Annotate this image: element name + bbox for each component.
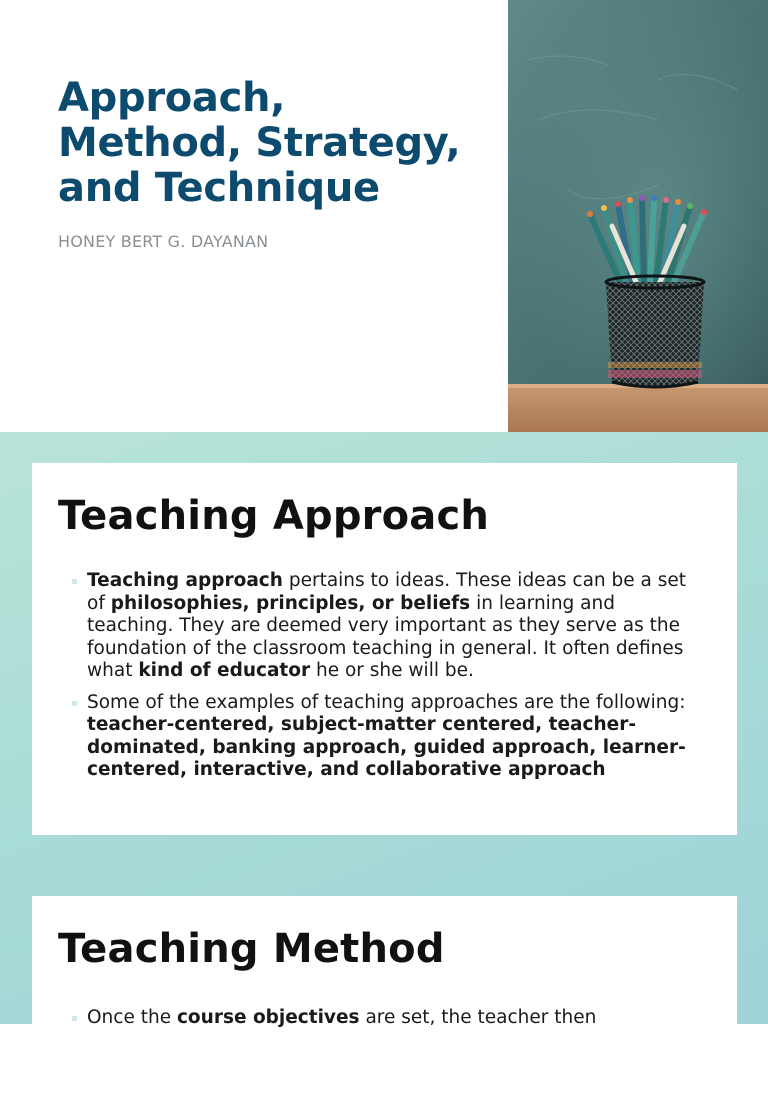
bullet-text: Some of the examples of teaching approaches are the following:: [87, 691, 686, 713]
presentation-title: [58, 76, 498, 211]
bold-term: course objectives: [176, 1007, 360, 1028]
title-slide: [0, 0, 768, 432]
bold-term: kind of educator: [138, 660, 311, 681]
bullet-item: [72, 570, 704, 683]
bullet-text: are set, the teacher then: [359, 1007, 597, 1028]
bullet-list: [72, 570, 704, 791]
bullet-text: in learning and teaching. They are deemed very important as they serve as the foundation of the classroom teaching in general. It often defines what: [87, 592, 684, 681]
slide-heading: Teaching Approach: [58, 493, 490, 539]
bullet-item: [72, 692, 704, 782]
bullet-text: he or she will be.: [310, 660, 474, 681]
bold-term: teacher-centered, subject-matter centered, teacher-dominated, banking approach, guided approach, learner-centered, interactive, and collaborative approach: [87, 714, 686, 780]
title-line-2: Method, Strategy,: [58, 120, 461, 166]
author-name: HONEY BERT G. DAYANAN: [58, 232, 269, 251]
bullet-item: [72, 1007, 704, 1030]
title-line-1: Approach,: [58, 75, 286, 121]
pencil-cup-photo: [508, 0, 768, 432]
title-line-3: and Technique: [58, 165, 380, 211]
bullet-list: [72, 1007, 704, 1039]
bullet-text: Once the: [87, 1007, 177, 1028]
teaching-method-card: [32, 896, 737, 1096]
bold-term: philosophies, principles, or beliefs: [110, 592, 471, 614]
slide-heading: Teaching Method: [58, 926, 445, 972]
bullet-text: pertains to ideas. These ideas can be a set of: [87, 570, 687, 614]
bold-term: Teaching approach: [87, 570, 283, 591]
teaching-approach-card: [32, 463, 737, 835]
